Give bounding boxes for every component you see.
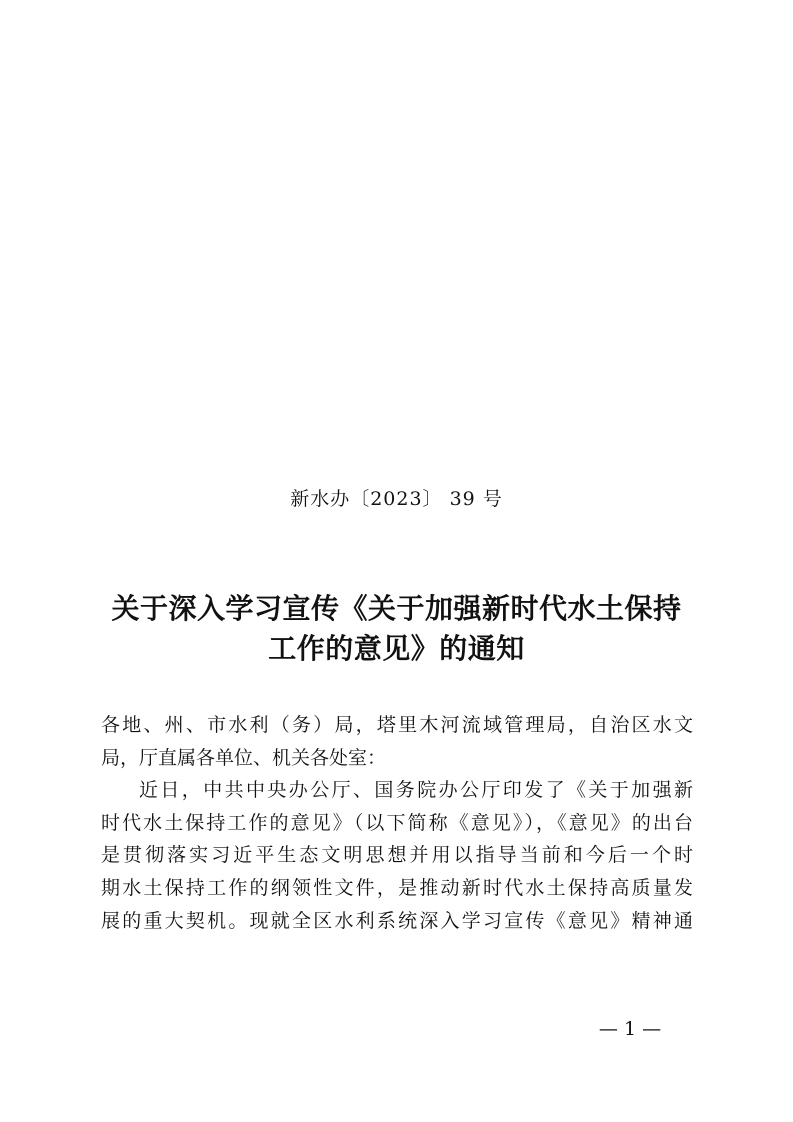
document-body	[101, 709, 693, 937]
recipient-line-1: 各地、州、市水利（务）局，塔里木河流域管理局，自治区水文	[101, 714, 693, 736]
document-title	[60, 589, 733, 669]
body-line-5: 展的重大契机。现就全区水利系统深入学习宣传《意见》精神通	[101, 909, 693, 932]
body-line-3: 是贯彻落实习近平生态文明思想并用以指导当前和今后一个时	[101, 844, 693, 867]
title-line-2: 工作的意见》的通知	[268, 632, 525, 665]
body-line-2: 时代水土保持工作的意见》（以下简称《意见》），《意见》的出台	[101, 811, 693, 834]
recipient-line-2: 局，厅直属各单位、机关各处室：	[101, 746, 387, 769]
document-number: 新水办〔2023〕 39 号	[290, 488, 503, 510]
page-number: — 1 —	[598, 1018, 662, 1040]
body-line-4: 期水土保持工作的纲领性文件，是推动新时代水土保持高质量发	[101, 876, 693, 899]
body-line-1: 近日，中共中央办公厅、国务院办公厅印发了《关于加强新	[139, 779, 693, 802]
title-line-1: 关于深入学习宣传《关于加强新时代水土保持	[111, 592, 682, 625]
